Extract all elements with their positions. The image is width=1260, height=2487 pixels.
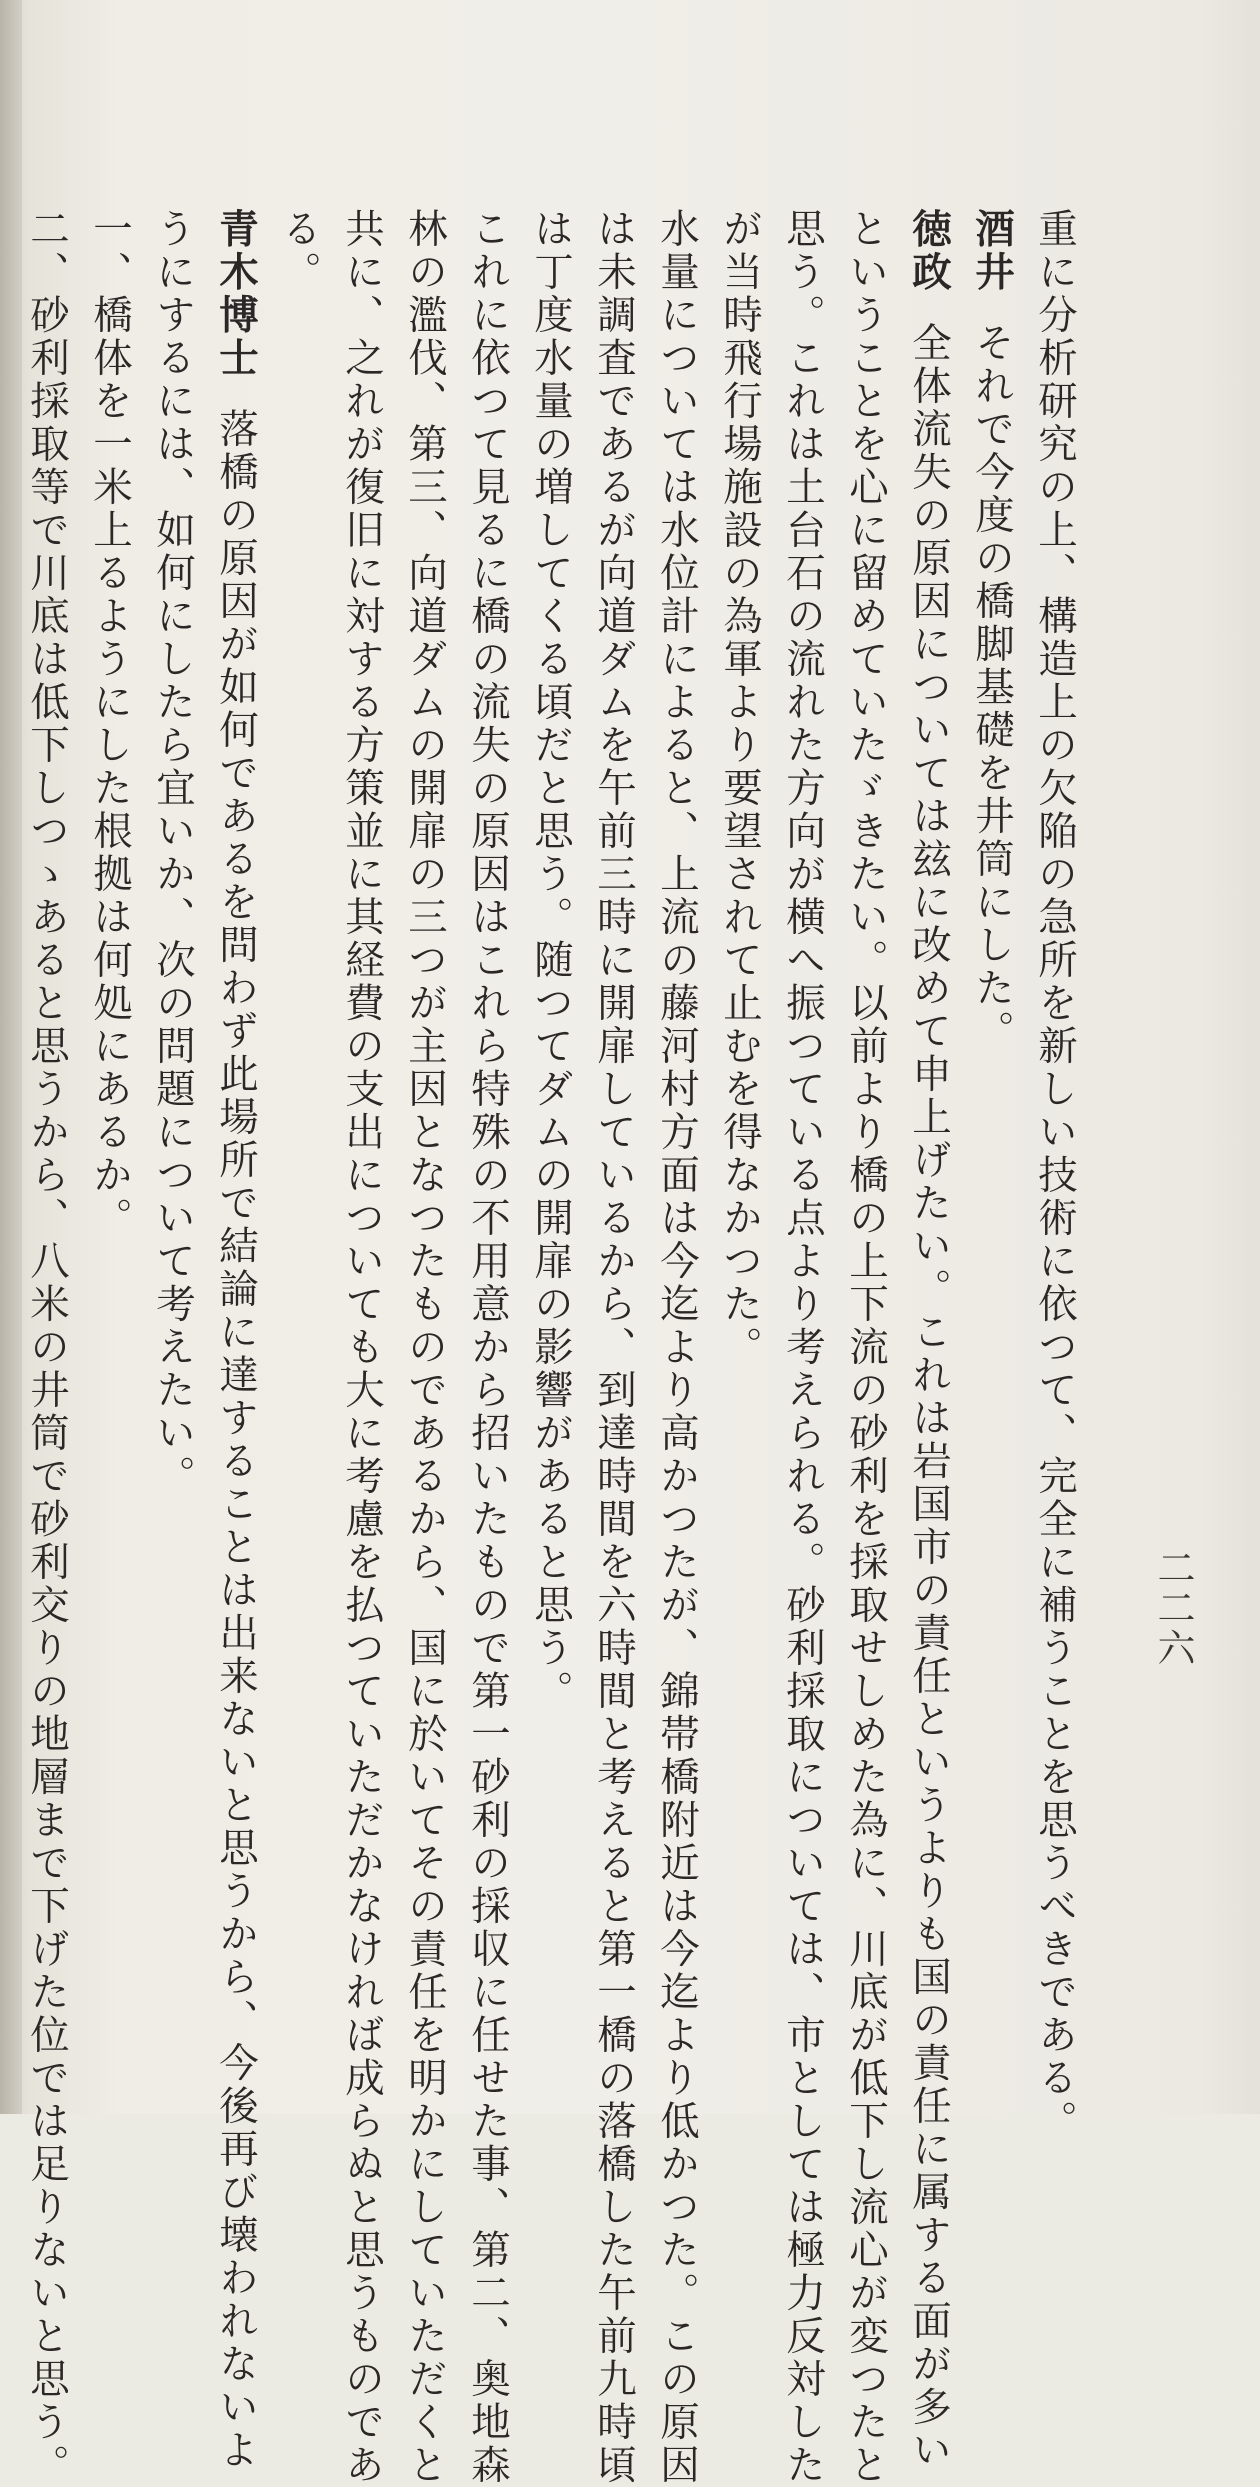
speaker-gap — [236, 380, 237, 408]
text-column-15 — [141, 208, 204, 1976]
text-column-3 — [897, 208, 960, 2472]
text-column-12 — [330, 208, 393, 2487]
column-text: 重に分析研究の上、構造上の欠陥の急所を新しい技術に依つて、完全に補うことを思うべきである。 — [1032, 208, 1078, 2143]
column-text: 全体流失の原因については玆に改めて申上げたい。これは岩国市の責任というよりも国の責任に属する面が多い — [906, 322, 952, 2472]
page-number: 二二六 — [1151, 1548, 1195, 1668]
text-column-17 — [15, 208, 78, 2487]
column-text: 共に、之れが復旧に対する方策並に其経費の支出についても大に考慮を払つていただかなければ成らぬと思うものであ — [339, 208, 385, 2487]
text-column-2 — [960, 208, 1023, 1976]
speaker-gap — [929, 294, 930, 322]
text-column-9 — [519, 208, 582, 1976]
speaker-name: 酒井 — [969, 208, 1015, 294]
text-column-4 — [834, 208, 897, 2487]
speaker-name: 青木博士 — [213, 208, 259, 380]
column-text: 思う。これは土台石の流れた方向が横へ振つている点より考えられる。砂利採取については、市としては極力反対した — [780, 208, 826, 2487]
column-text: が当時飛行場施設の為軍より要望されて止むを得なかつた。 — [717, 208, 763, 1369]
text-column-6 — [708, 208, 771, 1976]
column-text: は丁度水量の増してくる頃だと思う。随つてダムの開扉の影響があると思う。 — [528, 208, 574, 1713]
column-text: 林の濫伐、第三、向道ダムの開扉の三つが主因となつたものであるから、国に於いてその責任を明かにしていただくと — [402, 208, 448, 2487]
column-text: 落橋の原因が如何であるを問わず此場所で結論に達することは出来ないと思うから、今後再び壊われないよ — [213, 408, 259, 2472]
text-column-7 — [645, 208, 708, 2487]
text-column-8 — [582, 208, 645, 2487]
column-text: ということを心に留めていたゞきたい。以前より橋の上下流の砂利を採取せしめた為に、川底が低下し流心が変つたと — [843, 208, 889, 2487]
speaker-gap — [992, 294, 993, 322]
column-text: は未調査であるが向道ダムを午前三時に開扉しているから、到達時間を六時間と考えると第一橋の落橋した午前九時頃 — [591, 208, 637, 2487]
vertical-text-body — [24, 208, 1086, 2487]
text-column-16 — [78, 208, 141, 1976]
text-column-11 — [393, 208, 456, 2487]
column-text: これに依つて見るに橋の流失の原因はこれら特殊の不用意から招いたもので第一砂利の採収に任せた事、第二、奥地森 — [465, 208, 511, 2487]
column-text: 一、橋体を一米上るようにした根拠は何処にあるか。 — [87, 208, 133, 1240]
column-text: 二、砂利採取等で川底は低下しつゝあると思うから、八米の井筒で砂利交りの地層まで下げた位では足りないと思う。 — [24, 208, 70, 2487]
text-column-1 — [1023, 208, 1086, 2143]
text-column-10 — [456, 208, 519, 2487]
column-text: それで今度の橋脚基礎を井筒にした。 — [969, 322, 1015, 1053]
column-text: うにするには、如何にしたら宜いか、次の問題について考えたい。 — [150, 208, 196, 1498]
text-column-5 — [771, 208, 834, 2487]
speaker-name: 徳政 — [906, 208, 952, 294]
text-column-14 — [204, 208, 267, 2472]
text-column-13 — [267, 208, 330, 1976]
column-text: 水量については水位計によると、上流の藤河村方面は今迄より高かつたが、錦帯橋附近は今迄より低かつた。この原因 — [654, 208, 700, 2487]
column-text: る。 — [276, 208, 322, 294]
